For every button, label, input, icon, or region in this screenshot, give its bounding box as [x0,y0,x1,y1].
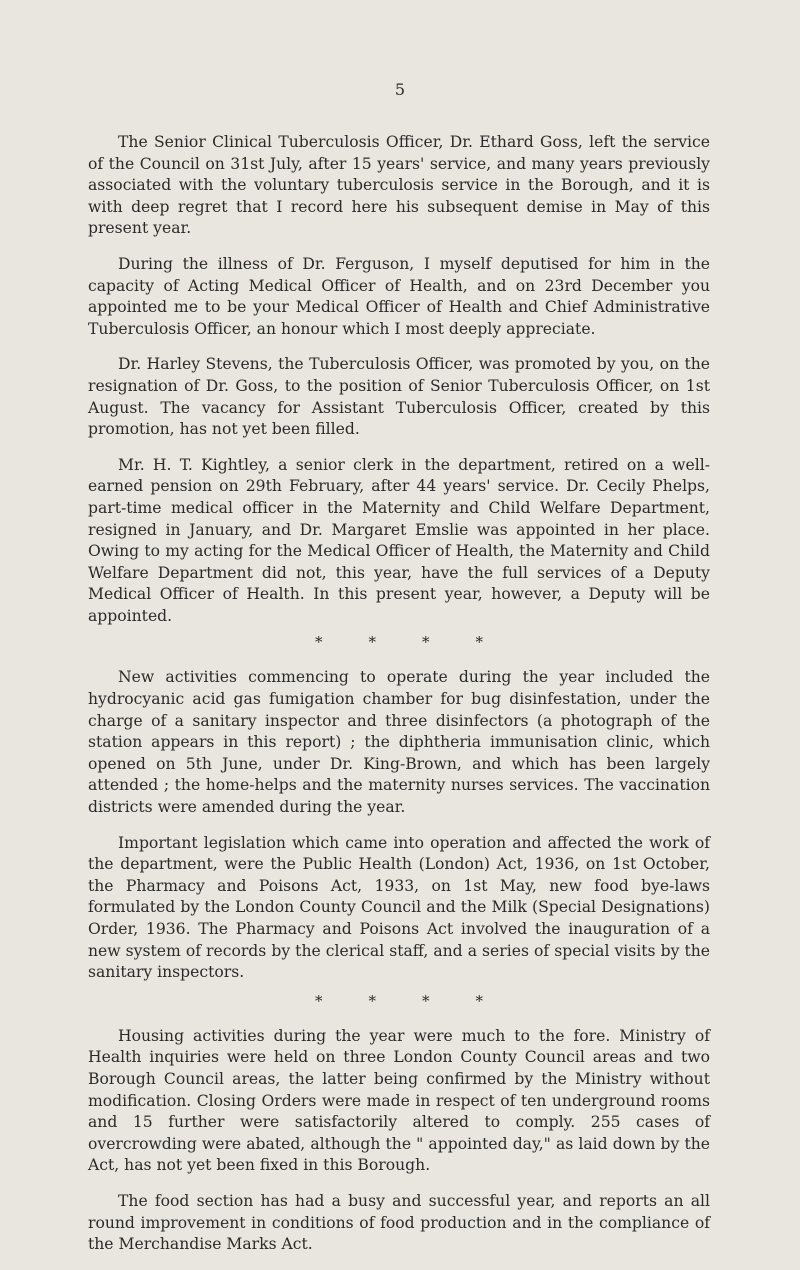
paragraph-new-activities: New activities commencing to operate during the year included the hydrocyanic acid gas fumigation chamber for bug disinfestation, under the charge of a sanitary inspector and three disinfectors (a photograph of the station appears in this report) ; the diphtheria immunisation clinic, which opened on 5th June, under Dr. King-Brown, and which has been largely attended ; the home-helps and the maternity nurses services. The vaccination districts were amended during the year. [88,668,710,817]
paragraph-food-section: The food section has had a busy and successful year, and reports an all round improvement in conditions of food production and in the compliance of the Merchandise Marks Act. [88,1191,710,1254]
separator-star: * [368,633,376,652]
separator-star: * [368,991,376,1010]
paragraph-senior-tb-officer: The Senior Clinical Tuberculosis Officer, Dr. Ethard Goss, left the service of the Council on 31st July, after 15 years' service, and many years previously associated with the voluntary tuberculosis service in the Borough, and it is with deep regret that I record here his subsequent demise in May of this present year. [88,133,710,238]
body-text [88,132,710,1270]
paragraph-housing: Housing activities during the year were much to the fore. Ministry of Health inquiries were held on three London County Council areas and two Borough Council areas, the latter being confirmed by the Ministry without modification. Closing Orders were made in respect of ten underground rooms and 15 further were satisfactorily altered to comply. 255 cases of overcrowding were abated, although the " appointed day," as laid down by the Act, has not yet been fixed in this Borough. [88,1026,710,1175]
paragraph-legislation: Important legislation which came into operation and affected the work of the department, were the Public Health (London) Act, 1936, on 1st October, the Pharmacy and Poisons Act, 1933, on 1st May, new food bye-laws formulated by the London County Council and the Milk (Special Designations) Order, 1936. The Pharmacy and Poisons Act involved the inauguration of a new system of records by the clerical staff, and a series of special visits by the sanitary inspectors. [88,833,710,982]
paragraph-acting-moh: During the illness of Dr. Ferguson, I myself deputised for him in the capacity of Acting Medical Officer of Health, and on 23rd December you appointed me to be your Medical Officer of Health and Chief Administrative Tuberculosis Officer, an honour which I most deeply appreciate. [88,254,710,338]
separator-star: * [422,633,430,652]
paragraph-staff-changes: Mr. H. T. Kightley, a senior clerk in the department, retired on a well-earned pension on 29th February, after 44 years' service. Dr. Cecily Phelps, part-time medical officer in the Maternity and Child Welfare Department, resigned in January, and Dr. Margaret Emslie was appointed in her place. Owing to my acting for the Medical Officer of Health, the Maternity and Child Welfare Department did not, this year, have the full services of a Deputy Medical Officer of Health. In this present year, however, a Deputy will be appointed. [88,455,710,625]
separator-star: * [422,991,430,1010]
page-number: 5 [394,80,406,99]
section-separator [88,633,710,651]
separator-star: * [475,633,483,652]
section-separator [88,992,710,1010]
paragraph-harley-stevens: Dr. Harley Stevens, the Tuberculosis Officer, was promoted by you, on the resignation of Dr. Goss, to the position of Senior Tuberculosis Officer, on 1st August. The vacancy for Assistant Tuberculosis Officer, created by this promotion, has not yet been filled. [88,355,710,439]
separator-star: * [315,633,323,652]
separator-star: * [475,991,483,1010]
separator-star: * [315,991,323,1010]
